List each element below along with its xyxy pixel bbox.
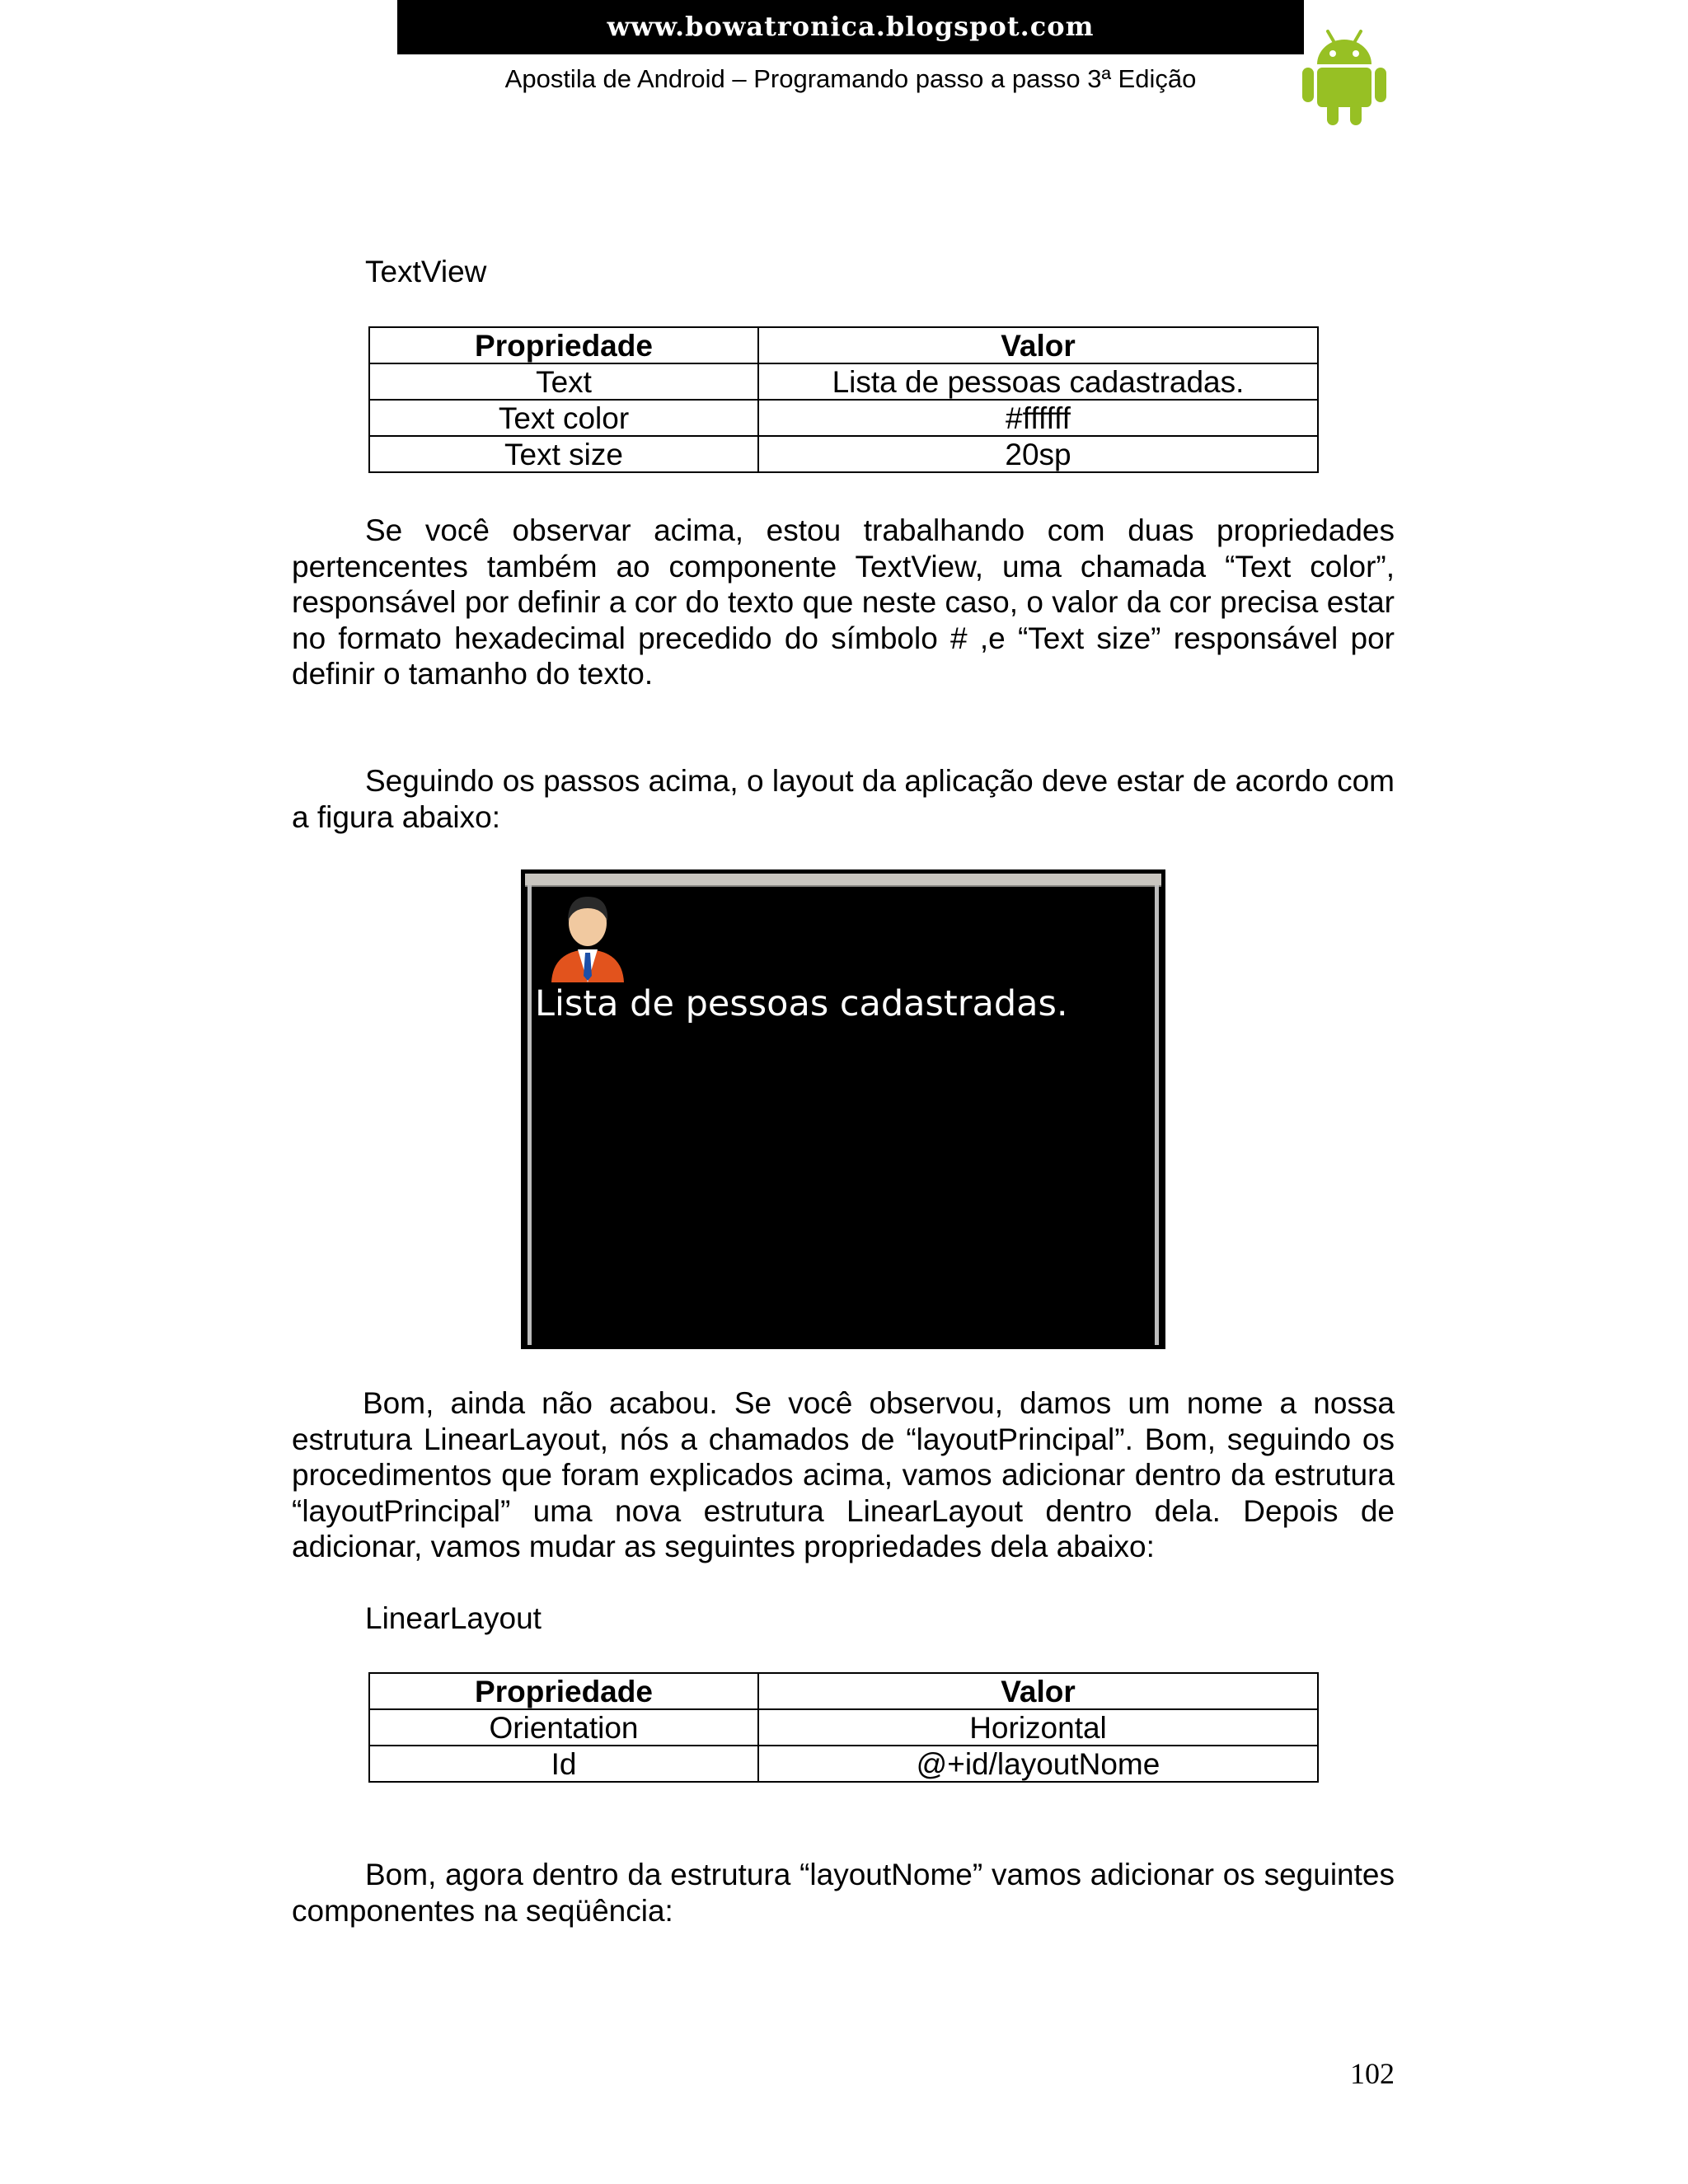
- table-row: [369, 1746, 1318, 1782]
- android-robot-icon: [1301, 28, 1388, 125]
- site-banner: www.bowatronica.blogspot.com: [397, 0, 1304, 54]
- screen-left-edge: [528, 885, 532, 1345]
- paragraph-text: Se você observar acima, estou trabalhando com duas propriedades pertencentes também ao componente TextView, uma chamada “Text color”, responsável por definir a cor do texto que neste caso, o valor da cor precisa estar no formato hexadecimal precedido do símbolo # ,e “Text size” responsável por definir o tamanho do texto.: [292, 513, 1395, 691]
- paragraph-text: Seguindo os passos acima, o layout da aplicação deve estar de acordo com a figura abaixo:: [292, 764, 1395, 834]
- table-header-row: [369, 1673, 1318, 1709]
- section-label-textview: TextView: [365, 255, 487, 288]
- value-cell: Lista de pessoas cadastradas.: [758, 363, 1318, 400]
- app-list-title: Lista de pessoas cadastradas.: [535, 983, 1068, 1024]
- screen-right-edge: [1155, 885, 1159, 1345]
- page-number: 102: [1350, 2057, 1395, 2090]
- paragraph-text-color-explanation: [292, 513, 1395, 692]
- value-cell: @+id/layoutNome: [758, 1746, 1318, 1782]
- paragraph-text: Bom, agora dentro da estrutura “layoutNome” vamos adicionar os seguintes componentes na seqüência:: [292, 1858, 1395, 1928]
- value-cell: #ffffff: [758, 400, 1318, 436]
- value-cell: 20sp: [758, 436, 1318, 472]
- header-propriedade: Propriedade: [369, 1673, 758, 1709]
- property-cell: Id: [369, 1746, 758, 1782]
- person-avatar-icon: [545, 890, 631, 984]
- paragraph-layout-intro: [292, 763, 1395, 835]
- header-propriedade: Propriedade: [369, 327, 758, 363]
- table-row: [369, 436, 1318, 472]
- book-title: Apostila de Android – Programando passo a passo 3ª Edição: [504, 64, 1197, 93]
- value-cell: Horizontal: [758, 1709, 1318, 1746]
- table-row: [369, 363, 1318, 400]
- table-header-row: [369, 327, 1318, 363]
- app-screenshot: [521, 869, 1165, 1349]
- screen-top-bar: [525, 874, 1161, 887]
- property-cell: Text: [369, 363, 758, 400]
- property-cell: Text size: [369, 436, 758, 472]
- table-row: [369, 1709, 1318, 1746]
- header-valor: Valor: [758, 327, 1318, 363]
- textview-properties-table: [368, 326, 1319, 473]
- paragraph-text: Bom, ainda não acabou. Se você observou, damos um nome a nossa estrutura LinearLayout, nós a chamados de “layoutPrincipal”. Bom, seguindo os procedimentos que foram explicados acima, vamos adicionar dentro da estrutura “layoutPrincipal” uma nova estrutura LinearLayout dentro dela. Depois de adicionar, vamos mudar as seguintes propriedades dela abaixo:: [292, 1386, 1395, 1563]
- property-cell: Orientation: [369, 1709, 758, 1746]
- header-valor: Valor: [758, 1673, 1318, 1709]
- property-cell: Text color: [369, 400, 758, 436]
- paragraph-layout-principal: [292, 1385, 1395, 1565]
- section-label-linearlayout: LinearLayout: [365, 1601, 542, 1635]
- linearlayout-properties-table: [368, 1672, 1319, 1783]
- paragraph-layoutnome-components: [292, 1857, 1395, 1929]
- table-row: [369, 400, 1318, 436]
